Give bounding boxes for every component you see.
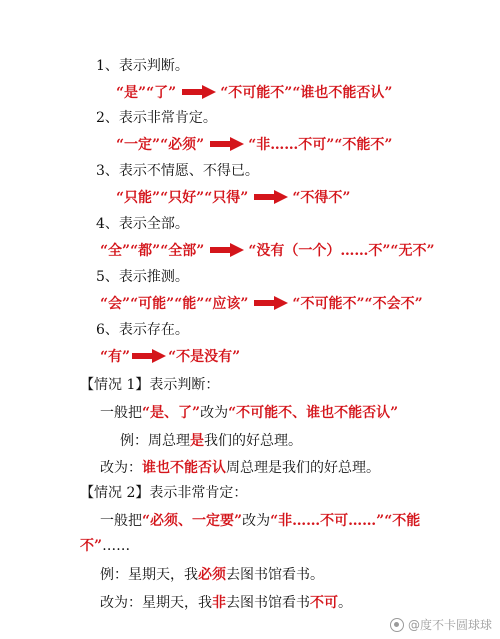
case-1-example-prefix: 例：周总理 (120, 433, 190, 449)
case-1-changed (100, 459, 380, 477)
right-arrow-icon (254, 296, 288, 310)
item-6-heading: 6、表示存在。 (96, 322, 189, 338)
case-2-example-suffix: 去图书馆看书。 (226, 567, 324, 583)
case-1-changed-suffix: 周总理是我们的好总理。 (226, 460, 380, 476)
item-5-right: “不可能不”“不会不” (292, 296, 423, 312)
case-1-changed-highlight: 谁也不能否认 (142, 460, 226, 476)
watermark-logo-icon (390, 618, 404, 632)
case-1-to: “不可能不、谁也不能否认” (228, 405, 399, 421)
case-2-changed-mid: 去图书馆看书 (226, 595, 310, 611)
item-3-left: “只能”“只好”“只得” (116, 190, 249, 206)
item-6-rule (100, 348, 240, 366)
item-5-rule (100, 295, 423, 313)
case-2-changed (100, 594, 352, 612)
right-arrow-icon (254, 190, 288, 204)
case-1-prefix: 一般把 (100, 405, 142, 421)
item-2-left: “一定”“必须” (116, 137, 205, 153)
case-1-changed-prefix: 改为： (100, 460, 142, 476)
case-2-changed-prefix: 改为：星期天，我 (100, 595, 212, 611)
case-1-rule (100, 404, 398, 422)
item-4-left: “全”“都”“全部” (100, 243, 205, 259)
case-2-rule-continued (80, 537, 130, 555)
item-4-heading: 4、表示全部。 (96, 216, 189, 232)
case-1-from: “是、了” (142, 405, 201, 421)
case-2-title: 【情况 2】表示非常肯定： (80, 485, 248, 501)
case-2-rule (100, 512, 420, 530)
case-2-changed-suffix: 。 (338, 595, 352, 611)
item-2-heading: 2、表示非常肯定。 (96, 110, 217, 126)
item-4-right: “没有（一个）……不”“无不” (248, 243, 435, 259)
item-6-left: “有” (100, 349, 131, 365)
right-arrow-icon (210, 137, 244, 151)
case-2-changed-highlight-2: 不可 (310, 595, 338, 611)
item-5-heading: 5、表示推测。 (96, 269, 189, 285)
case-1-title: 【情况 1】表示判断： (80, 377, 220, 393)
case-1-example-highlight: 是 (190, 433, 204, 449)
item-3-rule (116, 189, 350, 207)
case-2-example-prefix: 例：星期天，我 (100, 567, 198, 583)
case-1-example (120, 432, 302, 450)
case-2-example-highlight: 必须 (198, 567, 226, 583)
item-1-left: “是”“了” (116, 85, 177, 101)
case-2-ellipsis: …… (102, 538, 131, 554)
case-1-example-suffix: 我们的好总理。 (204, 433, 302, 449)
right-arrow-icon (132, 349, 166, 363)
watermark-text: @度不卡圆球球 (407, 618, 492, 632)
case-2-to: “非……不可……”“不能 (270, 513, 421, 529)
item-5-left: “会”“可能”“能”“应该” (100, 296, 249, 312)
case-1-mid: 改为 (200, 405, 229, 421)
item-2-right: “非……不可”“不能不” (248, 137, 393, 153)
case-2-to-continued: 不” (80, 538, 103, 554)
item-1-right: “不可能不”“谁也不能否认” (220, 85, 393, 101)
case-2-prefix: 一般把 (100, 513, 142, 529)
item-1-heading: 1、表示判断。 (96, 58, 189, 74)
item-3-heading: 3、表示不情愿、不得已。 (96, 163, 259, 179)
case-2-mid: 改为 (242, 513, 271, 529)
case-2-example (100, 566, 324, 584)
right-arrow-icon (182, 85, 216, 99)
item-3-right: “不得不” (292, 190, 351, 206)
case-2-from: “必须、一定要” (142, 513, 243, 529)
right-arrow-icon (210, 243, 244, 257)
item-6-right: “不是没有” (168, 349, 241, 365)
item-1-rule (116, 84, 392, 102)
item-4-rule (100, 242, 435, 260)
item-2-rule (116, 136, 392, 154)
case-2-changed-highlight-1: 非 (212, 595, 226, 611)
watermark (390, 616, 492, 633)
